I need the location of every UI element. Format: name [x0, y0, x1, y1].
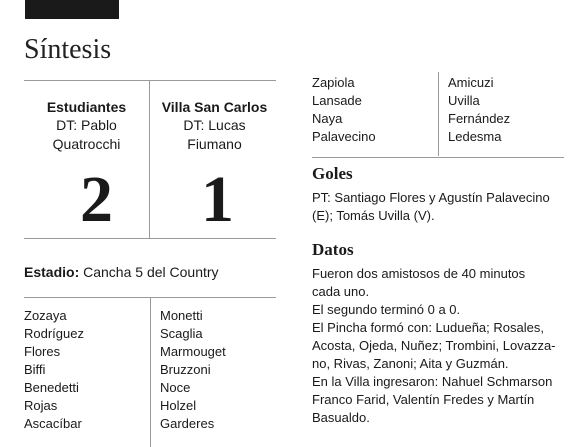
list-item: Ascacíbar — [24, 416, 82, 431]
list-item: Rodríguez — [24, 326, 84, 341]
stadium-value: Cancha 5 del Country — [83, 264, 219, 280]
header-bar — [25, 0, 119, 19]
datos-line: cada uno. — [312, 284, 370, 299]
divider-lineups-cont — [438, 72, 439, 156]
divider-score — [24, 238, 276, 239]
list-item: Fernández — [448, 111, 511, 126]
list-item: Uvilla — [448, 93, 480, 108]
datos-line: Basualdo. — [312, 410, 370, 425]
home-team — [24, 98, 149, 154]
page-title: Síntesis — [24, 34, 112, 65]
datos-line: no, Rivas, Zanoni; Aita y Guzmán. — [312, 356, 509, 371]
stadium-line — [24, 263, 219, 281]
list-item: Lansade — [312, 93, 362, 108]
home-team-name: Estudiantes — [46, 99, 127, 115]
list-item: Holzel — [160, 398, 197, 413]
away-team — [152, 98, 277, 154]
away-score: 1 — [201, 163, 234, 236]
list-item: Noce — [160, 380, 191, 395]
list-item: Naya — [312, 111, 343, 126]
home-coach-line-2: Quatrocchi — [52, 136, 121, 152]
away-lineup-cont — [448, 74, 510, 146]
list-item: Biffi — [24, 362, 46, 377]
away-lineup — [160, 307, 226, 433]
away-coach-line-2: Fiumano — [187, 136, 242, 152]
away-coach-line-1: DT: Lucas — [183, 117, 246, 133]
stadium-label: Estadio: — [24, 264, 80, 280]
list-item: Flores — [24, 344, 61, 359]
goles-heading: Goles — [312, 164, 353, 183]
goles-line: PT: Santiago Flores y Agustín Palavecino — [312, 190, 550, 205]
list-item: Ledesma — [448, 129, 502, 144]
list-item: Monetti — [160, 308, 203, 323]
divider-goles — [312, 157, 564, 158]
datos-heading: Datos — [312, 240, 354, 259]
goles-text — [312, 189, 564, 225]
away-team-name: Villa San Carlos — [161, 99, 268, 115]
list-item: Scaglia — [160, 326, 203, 341]
list-item: Palavecino — [312, 129, 376, 144]
datos-line: Franco Farid, Valentín Fredes y Martín — [312, 392, 535, 407]
list-item: Benedetti — [24, 380, 79, 395]
list-item: Marmouget — [160, 344, 226, 359]
list-item: Garderes — [160, 416, 215, 431]
divider-top — [24, 80, 276, 81]
datos-line: Acosta, Ojeda, Nuñez; Trombini, Lovazza- — [312, 338, 556, 353]
divider-lineups-vertical — [150, 297, 151, 447]
list-item: Rojas — [24, 398, 58, 413]
datos-text — [312, 265, 564, 427]
home-lineup-cont — [312, 74, 376, 146]
datos-line: El segundo terminó 0 a 0. — [312, 302, 461, 317]
list-item: Zozaya — [24, 308, 67, 323]
list-item: Bruzzoni — [160, 362, 211, 377]
goles-line: (E); Tomás Uvilla (V). — [312, 208, 435, 223]
datos-line: Fueron dos amistosos de 40 minutos — [312, 266, 526, 281]
datos-line: El Pincha formó con: Ludueña; Rosales, — [312, 320, 544, 335]
list-item: Amicuzi — [448, 75, 494, 90]
datos-line: En la Villa ingresaron: Nahuel Schmarson — [312, 374, 553, 389]
home-coach-line-1: DT: Pablo — [56, 117, 117, 133]
home-score: 2 — [80, 163, 113, 236]
list-item: Zapiola — [312, 75, 355, 90]
home-lineup — [24, 307, 84, 433]
